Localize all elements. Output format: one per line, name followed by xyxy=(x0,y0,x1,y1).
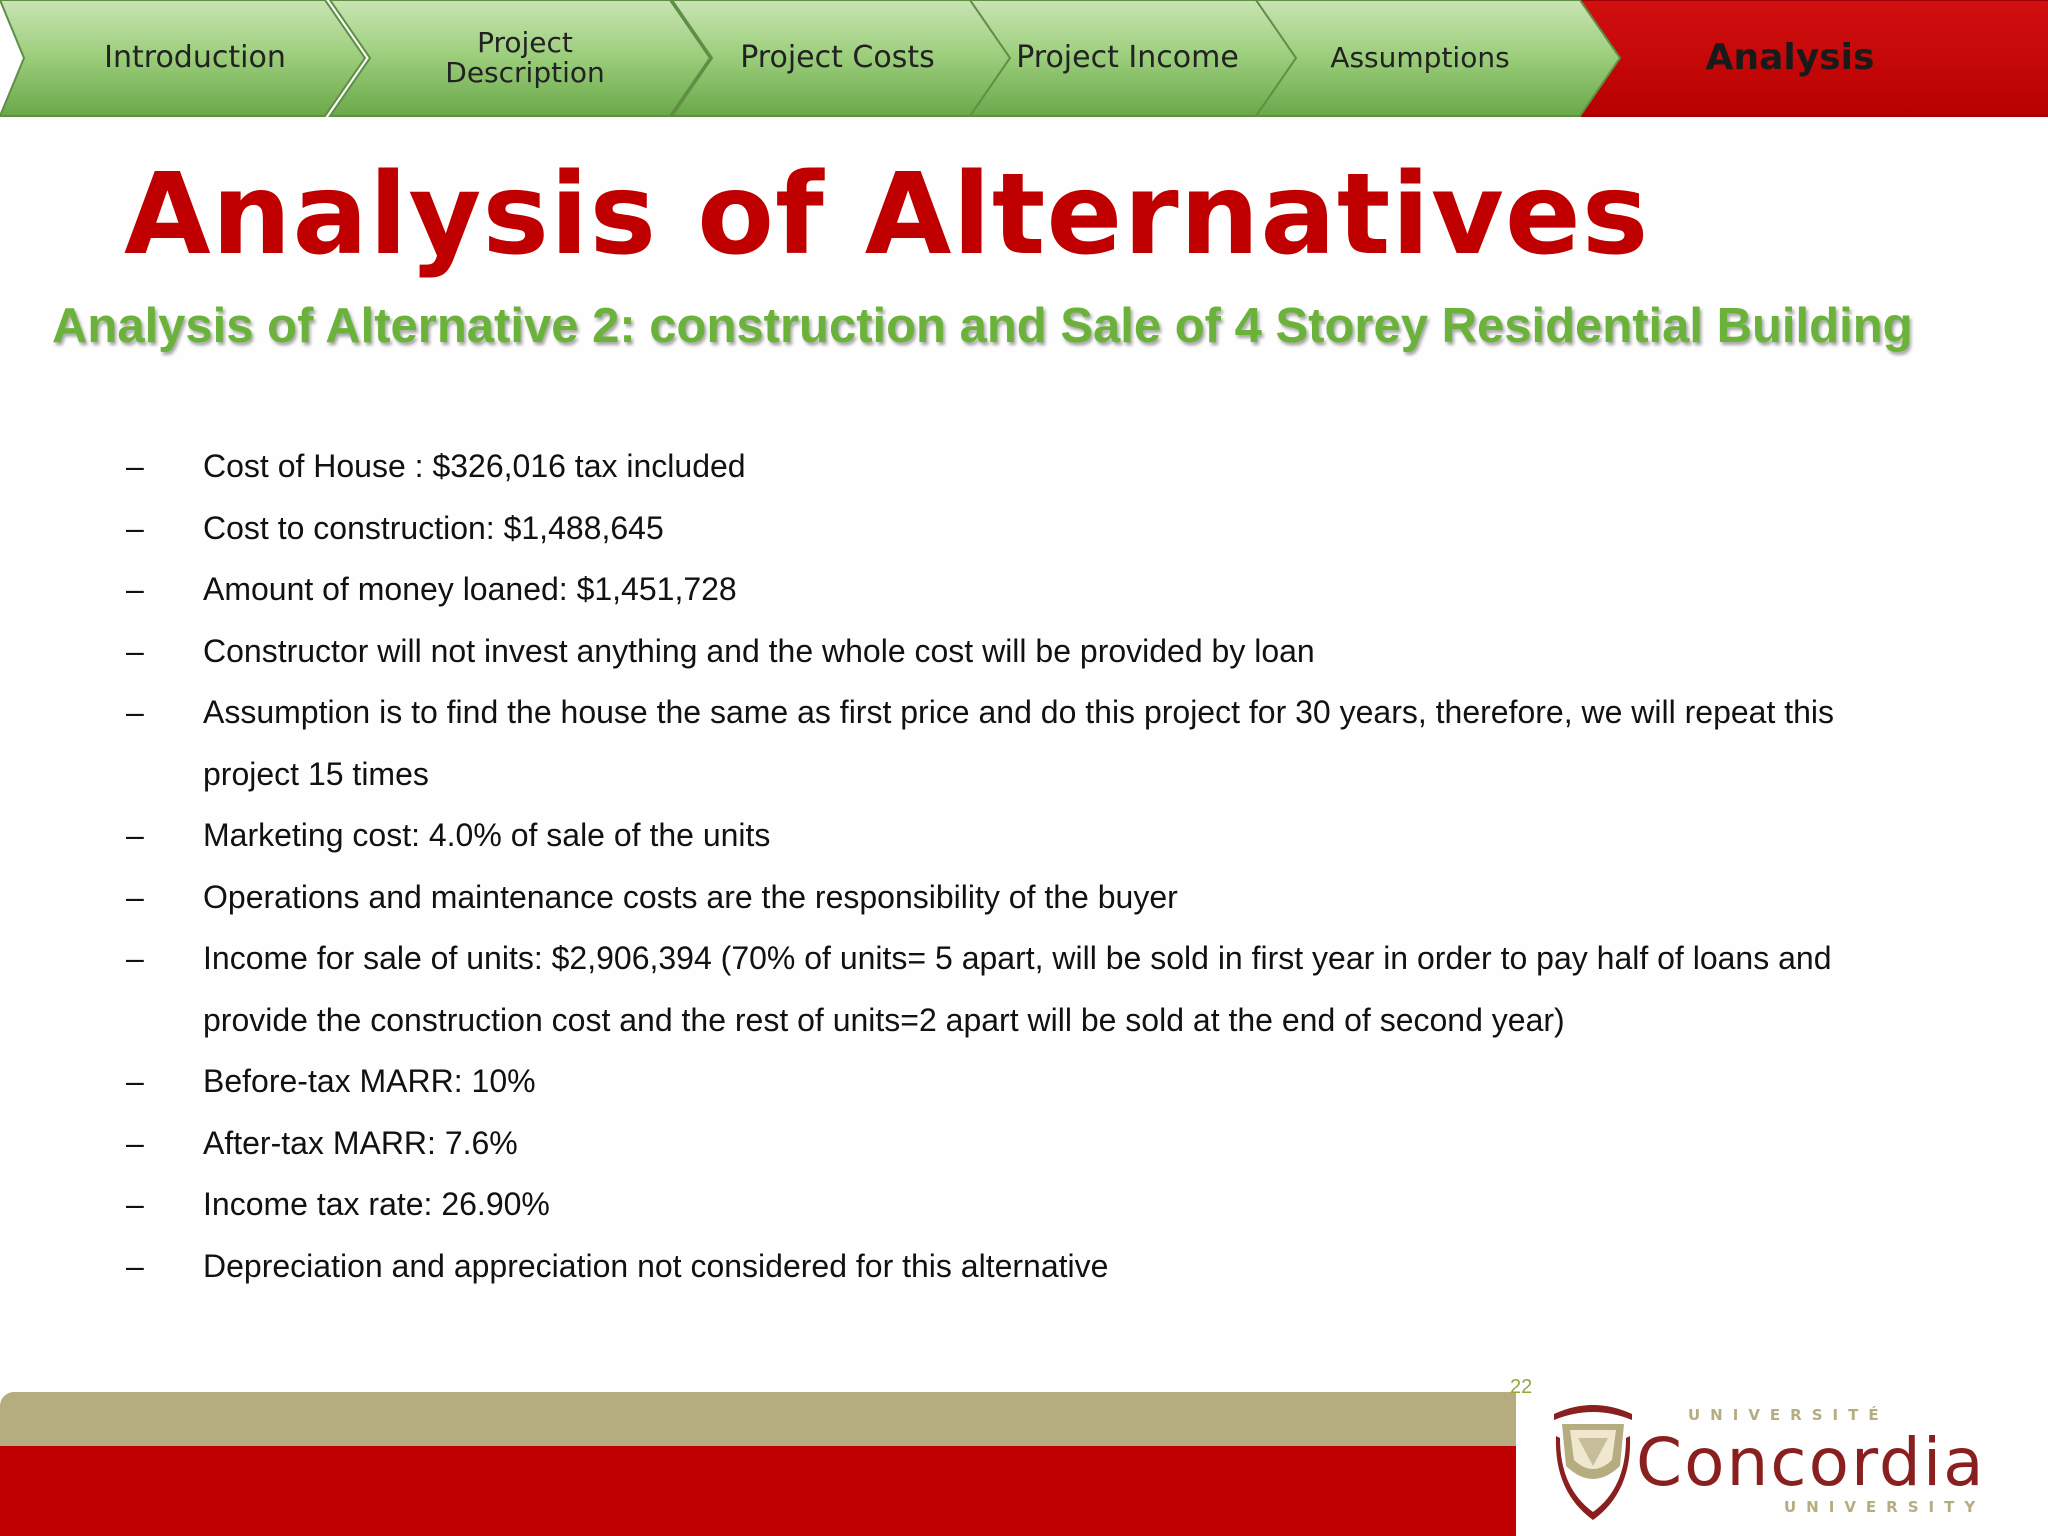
bullet-dash: – xyxy=(126,509,144,546)
bullet-item xyxy=(126,867,1926,929)
bullet-text: Operations and maintenance costs are the responsibility of the buyer xyxy=(203,878,1178,915)
bullet-item xyxy=(126,559,1926,621)
tab-introduction[interactable]: Introduction xyxy=(104,39,286,75)
bullet-item xyxy=(126,621,1926,683)
bullet-text: Assumption is to find the house the same as first price and do this project for 30 years, therefore, we will repeat this project 15 times xyxy=(203,694,1835,792)
section-navigation xyxy=(0,0,2048,118)
tab-project-income[interactable]: Project Income xyxy=(1016,39,1239,75)
bullet-dash: – xyxy=(126,632,144,669)
bullet-item xyxy=(126,805,1926,867)
logo-text-university: UNIVERSITY xyxy=(1784,1498,1986,1516)
bullet-text: Marketing cost: 4.0% of sale of the units xyxy=(203,817,771,853)
footer-band-tan xyxy=(0,1392,1516,1448)
bullet-item xyxy=(126,436,1926,498)
bullet-text: Before-tax MARR: 10% xyxy=(203,1063,536,1099)
logo-text-universite: UNIVERSITÉ xyxy=(1688,1406,1889,1424)
bullet-item xyxy=(126,1236,1926,1298)
bullet-item xyxy=(126,1051,1926,1113)
bullet-text: Cost to construction: $1,488,645 xyxy=(203,509,664,546)
bullet-text: After-tax MARR: 7.6% xyxy=(203,1124,518,1161)
footer-band-red xyxy=(0,1446,1516,1536)
section-subtitle: Analysis of Alternative 2: construction and Sale of 4 Storey Residential Building xyxy=(52,299,1913,353)
bullet-text: Constructor will not invest anything and the whole cost will be provided by loan xyxy=(203,632,1315,669)
logo-text-concordia: Concordia xyxy=(1636,1424,1986,1501)
bullet-dash: – xyxy=(126,1063,144,1099)
tab-project-costs[interactable]: Project Costs xyxy=(740,39,935,75)
bullet-dash: – xyxy=(126,694,144,730)
bullet-dash: – xyxy=(126,940,144,976)
crest-icon xyxy=(1548,1396,1638,1526)
tab-assumptions[interactable]: Assumptions xyxy=(1330,40,1510,74)
bullet-text: Depreciation and appreciation not considered for this alternative xyxy=(203,1247,1109,1284)
tab-project-description[interactable]: Project Description xyxy=(445,25,605,89)
bullet-item xyxy=(126,682,1926,805)
bullet-dash: – xyxy=(126,1124,144,1161)
concordia-logo xyxy=(1540,1396,2010,1526)
bullet-text: Income for sale of units: $2,906,394 (70% of units= 5 apart, will be sold in first year in order to pay half of loans and provide the construction cost and the rest of units=2 apart will be sold at the end of second year) xyxy=(203,940,1832,1038)
bullet-item xyxy=(126,928,1926,1051)
bullet-dash: – xyxy=(126,878,144,915)
bullet-dash: – xyxy=(126,571,144,607)
bullet-item xyxy=(126,1113,1926,1175)
bullet-dash: – xyxy=(126,1247,144,1284)
bullet-dash: – xyxy=(126,448,144,484)
bullet-list xyxy=(126,436,1926,1297)
bullet-item xyxy=(126,1174,1926,1236)
page-number: 22 xyxy=(1510,1376,1533,1398)
tab-analysis[interactable]: Analysis xyxy=(1705,36,1875,78)
bullet-item xyxy=(126,498,1926,560)
bullet-text: Cost of House : $326,016 tax included xyxy=(203,448,746,484)
bullet-dash: – xyxy=(126,1186,144,1222)
bullet-dash: – xyxy=(126,817,144,853)
bullet-text: Amount of money loaned: $1,451,728 xyxy=(203,571,737,607)
page-title: Analysis of Alternatives xyxy=(124,150,1650,280)
bullet-text: Income tax rate: 26.90% xyxy=(203,1186,550,1222)
